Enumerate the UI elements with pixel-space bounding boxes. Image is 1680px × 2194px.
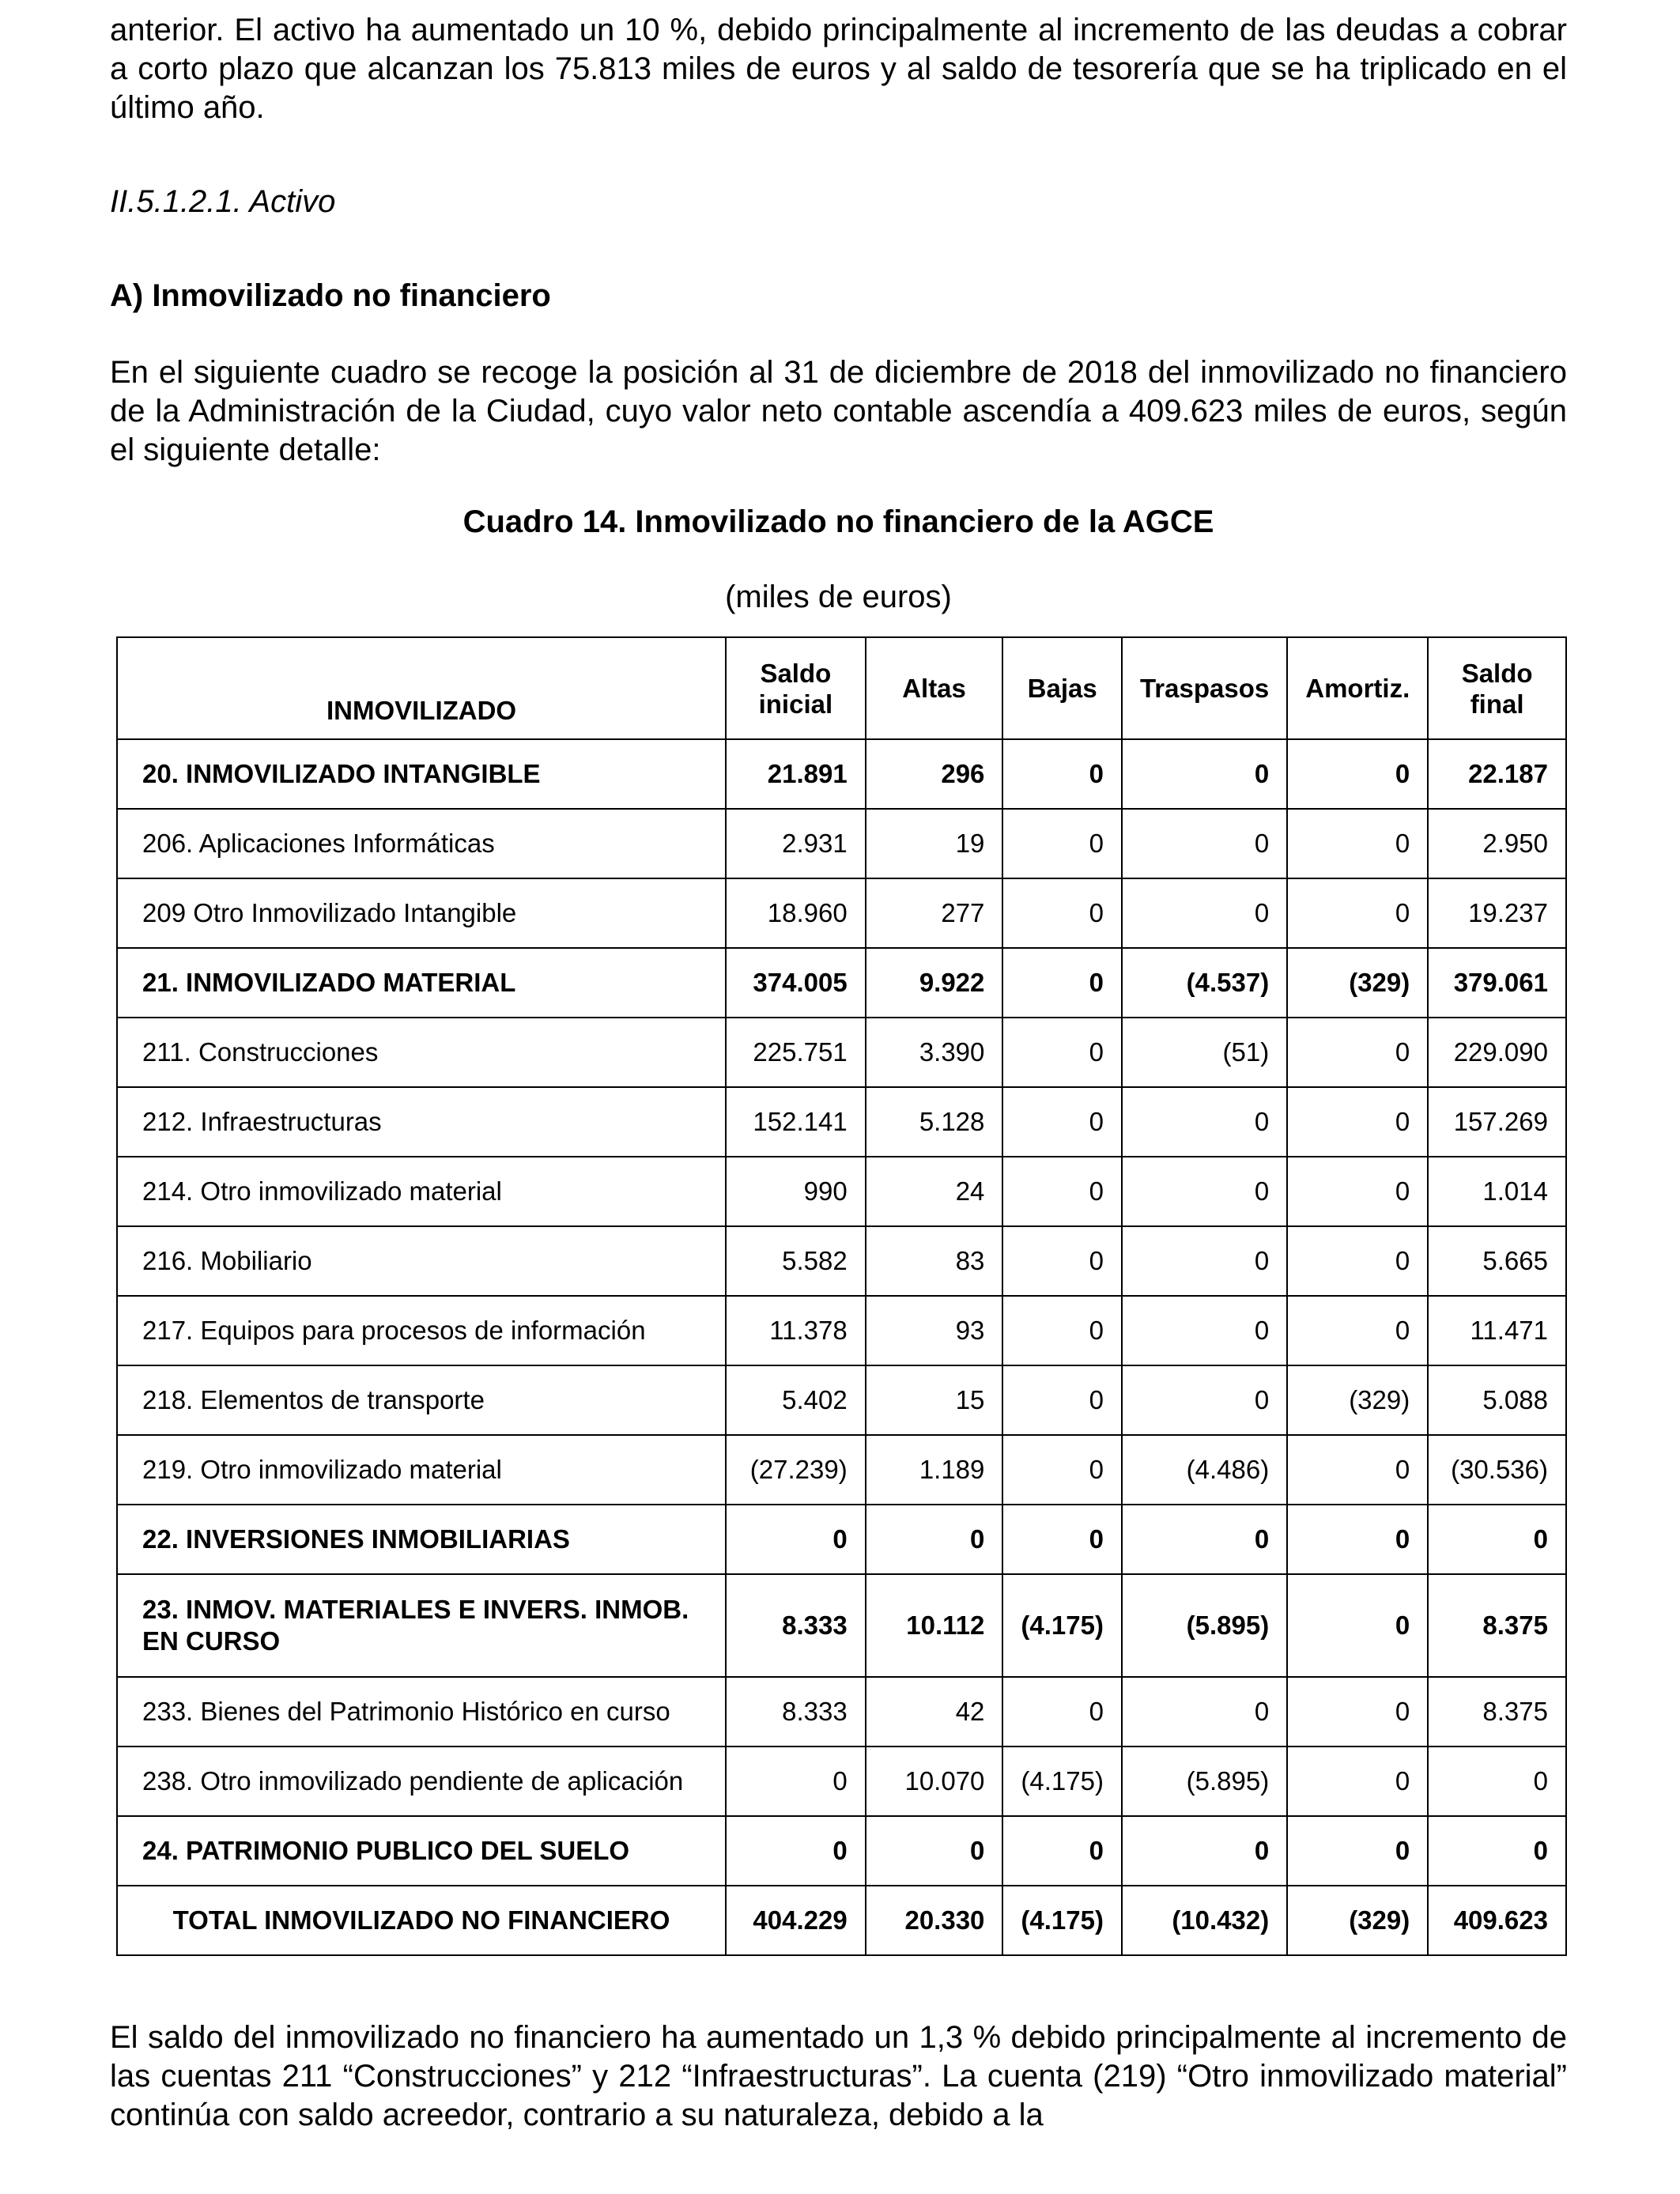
- row-value: 5.665: [1428, 1226, 1566, 1296]
- intro-paragraph: anterior. El activo ha aumentado un 10 %, debido principalmente al incremento de las deudas a cobrar a corto plazo que alcanzan los 75.813 miles de euros y al saldo de tesorería que se ha triplicado en el último año.: [110, 13, 1567, 125]
- row-value: 379.061: [1428, 948, 1566, 1018]
- row-value: 0: [1002, 1296, 1122, 1365]
- table-row: [117, 1747, 1566, 1816]
- row-value: 11.471: [1428, 1296, 1566, 1365]
- row-value: (4.175): [1002, 1886, 1122, 1955]
- row-value: 0: [1287, 1677, 1428, 1747]
- row-value: 0: [1122, 1226, 1287, 1296]
- row-value: 3.390: [866, 1018, 1003, 1087]
- row-value: 0: [866, 1505, 1003, 1574]
- row-value: 0: [1287, 1816, 1428, 1886]
- row-value: (329): [1287, 1886, 1428, 1955]
- row-value: 1.189: [866, 1435, 1003, 1505]
- row-value: (4.175): [1002, 1747, 1122, 1816]
- closing-paragraph: El saldo del inmovilizado no financiero ha aumentado un 1,3 % debido principalmente al incremento de las cuentas 211 “Construcciones” y 212 “Infraestructuras”. La cuenta (219) “Otro inmovilizado material” continúa con saldo acreedor, contrario a su naturaleza, debido a la: [110, 2020, 1567, 2132]
- row-label: 23. INMOV. MATERIALES E INVERS. INMOB. EN CURSO: [117, 1574, 726, 1677]
- row-label: 209 Otro Inmovilizado Intangible: [117, 878, 726, 948]
- row-value: 0: [1122, 809, 1287, 878]
- row-value: 0: [1002, 1365, 1122, 1435]
- column-header-amortiz: Amortiz.: [1287, 637, 1428, 739]
- row-value: 8.375: [1428, 1574, 1566, 1677]
- section-heading: II.5.1.2.1. Activo: [110, 184, 336, 219]
- row-value: 19: [866, 809, 1003, 878]
- row-value: 0: [1002, 948, 1122, 1018]
- table-total-row: [117, 1886, 1566, 1955]
- row-label: 219. Otro inmovilizado material: [117, 1435, 726, 1505]
- row-value: 15: [866, 1365, 1003, 1435]
- row-label: 238. Otro inmovilizado pendiente de aplicación: [117, 1747, 726, 1816]
- row-value: 0: [1122, 1816, 1287, 1886]
- row-value: 0: [1002, 1226, 1122, 1296]
- row-value: 1.014: [1428, 1157, 1566, 1226]
- row-value: 374.005: [726, 948, 866, 1018]
- table-row: [117, 1296, 1566, 1365]
- row-value: 404.229: [726, 1886, 866, 1955]
- table-row: [117, 1574, 1566, 1677]
- row-value: 0: [1287, 1157, 1428, 1226]
- row-value: (51): [1122, 1018, 1287, 1087]
- table-row: [117, 1018, 1566, 1087]
- row-label: 216. Mobiliario: [117, 1226, 726, 1296]
- row-value: 0: [726, 1505, 866, 1574]
- row-value: 0: [1002, 878, 1122, 948]
- row-label: 21. INMOVILIZADO MATERIAL: [117, 948, 726, 1018]
- row-value: 18.960: [726, 878, 866, 948]
- inmovilizado-table: [116, 636, 1567, 1956]
- row-value: 0: [1287, 1435, 1428, 1505]
- row-value: 0: [1287, 1296, 1428, 1365]
- row-value: 0: [1287, 1018, 1428, 1087]
- row-value: 0: [1287, 1087, 1428, 1157]
- row-value: (329): [1287, 948, 1428, 1018]
- row-value: 8.375: [1428, 1677, 1566, 1747]
- row-value: 0: [1287, 809, 1428, 878]
- row-value: 5.402: [726, 1365, 866, 1435]
- table-title: Cuadro 14. Inmovilizado no financiero de la AGCE: [462, 504, 1214, 539]
- subsection-heading: A) Inmovilizado no financiero: [110, 278, 551, 313]
- row-label: 214. Otro inmovilizado material: [117, 1157, 726, 1226]
- row-value: 9.922: [866, 948, 1003, 1018]
- row-value: 0: [1002, 1816, 1122, 1886]
- row-value: 152.141: [726, 1087, 866, 1157]
- row-value: 2.931: [726, 809, 866, 878]
- row-value: 42: [866, 1677, 1003, 1747]
- row-value: 0: [1287, 739, 1428, 809]
- row-label: 22. INVERSIONES INMOBILIARIAS: [117, 1505, 726, 1574]
- column-header-inmovilizado: INMOVILIZADO: [117, 637, 726, 739]
- row-label: 206. Aplicaciones Informáticas: [117, 809, 726, 878]
- row-value: 0: [866, 1816, 1003, 1886]
- row-value: 0: [1002, 809, 1122, 878]
- row-value: 0: [1122, 1087, 1287, 1157]
- row-value: (4.486): [1122, 1435, 1287, 1505]
- row-value: 0: [1287, 1747, 1428, 1816]
- description-paragraph: En el siguiente cuadro se recoge la posición al 31 de diciembre de 2018 del inmovilizado no financiero de la Administración de la Ciudad, cuyo valor neto contable ascendía a 409.623 miles de euros, según el siguiente detalle:: [110, 355, 1567, 467]
- row-value: 409.623: [1428, 1886, 1566, 1955]
- row-value: 93: [866, 1296, 1003, 1365]
- table-row: [117, 1505, 1566, 1574]
- row-value: 990: [726, 1157, 866, 1226]
- column-header-bajas: Bajas: [1002, 637, 1122, 739]
- row-value: 5.582: [726, 1226, 866, 1296]
- row-value: 0: [1122, 739, 1287, 809]
- row-value: (27.239): [726, 1435, 866, 1505]
- row-value: (5.895): [1122, 1747, 1287, 1816]
- table-container: [116, 636, 1567, 1956]
- table-row: [117, 739, 1566, 809]
- row-value: (329): [1287, 1365, 1428, 1435]
- table-row: [117, 809, 1566, 878]
- row-value: 8.333: [726, 1677, 866, 1747]
- row-value: 0: [1002, 1018, 1122, 1087]
- row-value: 2.950: [1428, 809, 1566, 878]
- row-value: 0: [1002, 1505, 1122, 1574]
- table-row: [117, 1087, 1566, 1157]
- row-label: 211. Construcciones: [117, 1018, 726, 1087]
- row-value: 157.269: [1428, 1087, 1566, 1157]
- row-value: 229.090: [1428, 1018, 1566, 1087]
- row-value: 0: [1122, 1296, 1287, 1365]
- row-value: 0: [1428, 1816, 1566, 1886]
- table-row: [117, 1157, 1566, 1226]
- column-header-saldo-inicial: Saldo inicial: [726, 637, 866, 739]
- row-value: 83: [866, 1226, 1003, 1296]
- row-value: 0: [1002, 1087, 1122, 1157]
- row-value: 0: [1002, 1157, 1122, 1226]
- row-value: 0: [1122, 1365, 1287, 1435]
- table-body: [117, 739, 1566, 1955]
- row-value: 277: [866, 878, 1003, 948]
- row-value: 8.333: [726, 1574, 866, 1677]
- row-value: 0: [1287, 1505, 1428, 1574]
- row-value: 10.112: [866, 1574, 1003, 1677]
- row-value: 5.088: [1428, 1365, 1566, 1435]
- row-value: (10.432): [1122, 1886, 1287, 1955]
- row-label: 24. PATRIMONIO PUBLICO DEL SUELO: [117, 1816, 726, 1886]
- row-value: 22.187: [1428, 739, 1566, 809]
- row-value: 225.751: [726, 1018, 866, 1087]
- row-value: 0: [1122, 1157, 1287, 1226]
- row-value: (5.895): [1122, 1574, 1287, 1677]
- column-header-saldo-final: Saldo final: [1428, 637, 1566, 739]
- row-value: 0: [726, 1747, 866, 1816]
- row-label: 218. Elementos de transporte: [117, 1365, 726, 1435]
- row-value: 0: [726, 1816, 866, 1886]
- table-row: [117, 1435, 1566, 1505]
- table-row: [117, 1677, 1566, 1747]
- table-row: [117, 1226, 1566, 1296]
- row-label: TOTAL INMOVILIZADO NO FINANCIERO: [117, 1886, 726, 1955]
- row-value: (4.537): [1122, 948, 1287, 1018]
- column-header-traspasos: Traspasos: [1122, 637, 1287, 739]
- column-header-altas: Altas: [866, 637, 1003, 739]
- row-value: 5.128: [866, 1087, 1003, 1157]
- row-value: 0: [1002, 1435, 1122, 1505]
- row-value: 10.070: [866, 1747, 1003, 1816]
- row-value: 19.237: [1428, 878, 1566, 948]
- row-value: 0: [1122, 1505, 1287, 1574]
- row-value: 24: [866, 1157, 1003, 1226]
- row-value: 11.378: [726, 1296, 866, 1365]
- row-value: 0: [1002, 1677, 1122, 1747]
- row-value: (30.536): [1428, 1435, 1566, 1505]
- row-value: 0: [1428, 1505, 1566, 1574]
- row-value: 0: [1287, 878, 1428, 948]
- row-value: 0: [1002, 739, 1122, 809]
- row-label: 233. Bienes del Patrimonio Histórico en curso: [117, 1677, 726, 1747]
- row-value: 21.891: [726, 739, 866, 809]
- row-value: 296: [866, 739, 1003, 809]
- row-value: 0: [1122, 878, 1287, 948]
- row-value: (4.175): [1002, 1574, 1122, 1677]
- table-header-row: [117, 637, 1566, 739]
- row-value: 0: [1287, 1574, 1428, 1677]
- table-units: (miles de euros): [725, 580, 952, 614]
- row-value: 0: [1287, 1226, 1428, 1296]
- row-value: 0: [1428, 1747, 1566, 1816]
- row-label: 217. Equipos para procesos de información: [117, 1296, 726, 1365]
- table-row: [117, 878, 1566, 948]
- table-row: [117, 1365, 1566, 1435]
- row-value: 20.330: [866, 1886, 1003, 1955]
- row-label: 212. Infraestructuras: [117, 1087, 726, 1157]
- table-row: [117, 948, 1566, 1018]
- row-value: 0: [1122, 1677, 1287, 1747]
- row-label: 20. INMOVILIZADO INTANGIBLE: [117, 739, 726, 809]
- table-row: [117, 1816, 1566, 1886]
